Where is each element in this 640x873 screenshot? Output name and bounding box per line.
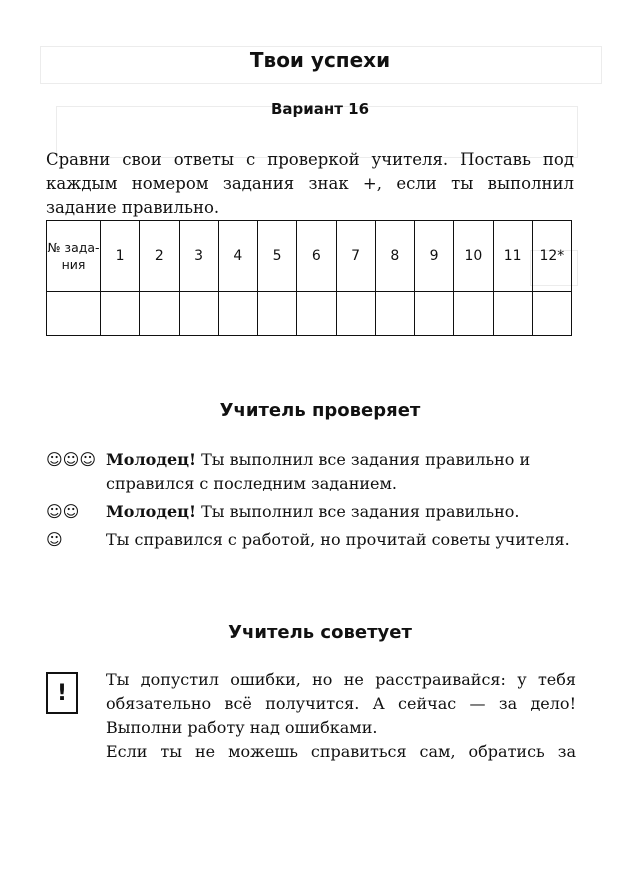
feedback-praise: Молодец! <box>106 450 197 469</box>
task-number: 3 <box>179 221 218 292</box>
mark-cell[interactable] <box>297 292 336 336</box>
task-number-label: № зада-ния <box>47 221 101 292</box>
checker-heading: Учитель проверяет <box>219 400 421 421</box>
task-number: 6 <box>297 221 336 292</box>
mark-cell[interactable] <box>101 292 140 336</box>
mark-cell[interactable] <box>179 292 218 336</box>
task-number: 2 <box>140 221 179 292</box>
mark-cell[interactable] <box>258 292 297 336</box>
advice-line: Ты допустил ошибки, но не расстраивайся: у тебя <box>106 670 576 689</box>
feedback-text: Ты выполнил все задания правильно и справился с последним заданием. <box>106 450 531 493</box>
task-number: 9 <box>415 221 454 292</box>
instructions-text: Сравни свои ответы с проверкой учителя. Поставь под каждым номером задания знак +, если ты выполнил задание правильно. <box>46 150 574 217</box>
task-number: 10 <box>454 221 493 292</box>
task-number: 11 <box>493 221 532 292</box>
variant-label: Вариант 16 <box>270 100 370 118</box>
advice-text <box>106 668 576 764</box>
advice-block <box>46 668 576 764</box>
mark-cell[interactable] <box>415 292 454 336</box>
smiley-icon: ☺☺ <box>46 502 80 521</box>
exclamation-icon: ! <box>46 672 78 714</box>
feedback-item <box>46 528 576 552</box>
feedback-text: Ты выполнил все задания правильно. <box>196 502 520 521</box>
mark-cell-blank <box>47 292 101 336</box>
page-title: Твои успехи <box>249 48 391 72</box>
mark-cell[interactable] <box>218 292 257 336</box>
advice-line: обязательно всё получится. А сейчас — за дело! <box>106 694 576 713</box>
advice-line: Если ты не можешь справиться сам, обратись за <box>106 742 576 761</box>
advice-heading: Учитель советует <box>228 622 412 643</box>
feedback-item <box>46 448 576 496</box>
answers-table <box>46 220 572 336</box>
task-number: 4 <box>218 221 257 292</box>
mark-cell[interactable] <box>336 292 375 336</box>
smiley-icon: ☺ <box>46 530 63 549</box>
mark-cell[interactable] <box>375 292 414 336</box>
task-number: 5 <box>258 221 297 292</box>
task-number-row <box>47 221 572 292</box>
mark-cell[interactable] <box>454 292 493 336</box>
mark-cell[interactable] <box>493 292 532 336</box>
smiley-icon: ☺☺☺ <box>46 450 97 469</box>
mark-cell[interactable] <box>140 292 179 336</box>
feedback-text: Ты справился с работой, но прочитай советы учителя. <box>106 530 570 549</box>
task-number: 1 <box>101 221 140 292</box>
task-number: 12* <box>532 221 571 292</box>
mark-row <box>47 292 572 336</box>
task-number: 8 <box>375 221 414 292</box>
feedback-praise: Молодец! <box>106 502 197 521</box>
task-number: 7 <box>336 221 375 292</box>
advice-line: Выполни работу над ошибками. <box>106 718 378 737</box>
feedback-list <box>46 448 576 556</box>
mark-cell[interactable] <box>532 292 571 336</box>
feedback-item <box>46 500 576 524</box>
